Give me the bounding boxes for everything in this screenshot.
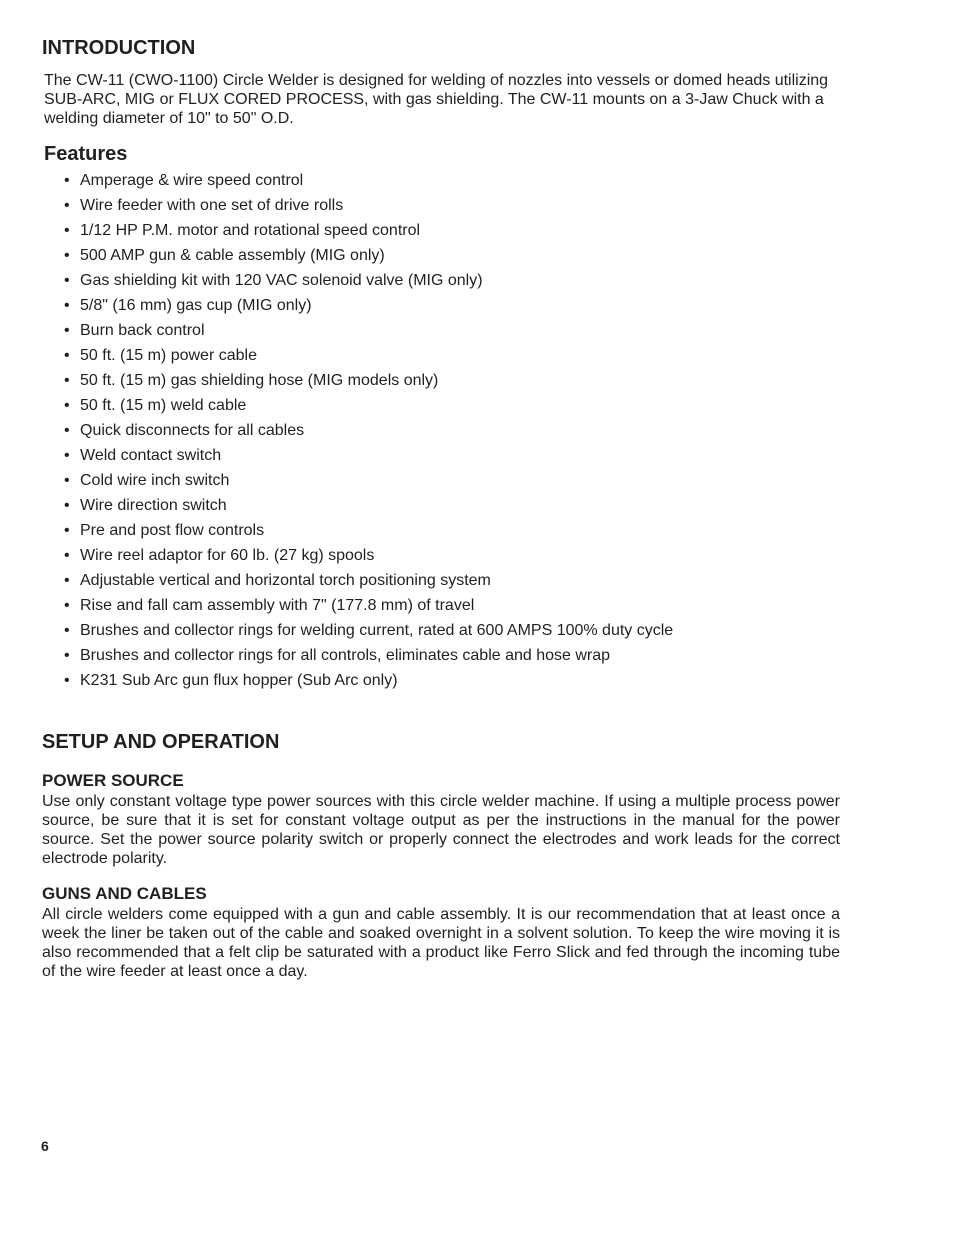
list-item (64, 471, 673, 496)
page-number: 6 (41, 1138, 49, 1154)
list-item (64, 271, 673, 296)
list-item (64, 571, 673, 596)
bullet-icon: • (64, 522, 70, 539)
bullet-icon: • (64, 397, 70, 414)
bullet-icon: • (64, 572, 70, 589)
feature-label: 5/8" (16 mm) gas cup (MIG only) (80, 297, 312, 314)
bullet-icon: • (64, 672, 70, 689)
feature-label: Quick disconnects for all cables (80, 422, 305, 439)
bullet-icon: • (64, 422, 70, 439)
list-item (64, 546, 673, 571)
feature-label: Wire feeder with one set of drive rolls (80, 197, 344, 214)
bullet-icon: • (64, 297, 70, 314)
list-item (64, 246, 673, 271)
bullet-icon: • (64, 372, 70, 389)
list-item (64, 221, 673, 246)
list-item (64, 446, 673, 471)
bullet-icon: • (64, 222, 70, 239)
bullet-icon: • (64, 172, 70, 189)
list-item (64, 396, 673, 421)
list-item (64, 496, 673, 521)
list-item (64, 521, 673, 546)
feature-label: 500 AMP gun & cable assembly (MIG only) (80, 247, 385, 264)
feature-label: Rise and fall cam assembly with 7" (177.8 mm) of travel (80, 597, 475, 614)
bullet-icon: • (64, 347, 70, 364)
feature-label: Amperage & wire speed control (80, 172, 304, 189)
bullet-icon: • (64, 622, 70, 639)
feature-label: K231 Sub Arc gun flux hopper (Sub Arc only) (80, 672, 398, 689)
feature-label: Burn back control (80, 322, 205, 339)
introduction-paragraph: The CW-11 (CWO-1100) Circle Welder is designed for welding of nozzles into vessels or domed heads utilizing SUB-ARC, MIG or FLUX CORED PROCESS, with gas shielding. The CW-11 mounts on a 3-Jaw Chuck with a welding diameter of 10" to 50" O.D. (44, 72, 829, 127)
list-item (64, 321, 673, 346)
feature-label: Brushes and collector rings for welding current, rated at 600 AMPS 100% duty cycle (80, 622, 674, 639)
introduction-heading: INTRODUCTION (42, 37, 196, 59)
feature-label: Adjustable vertical and horizontal torch positioning system (80, 572, 491, 589)
feature-label: Weld contact switch (80, 447, 222, 464)
feature-label: 50 ft. (15 m) gas shielding hose (MIG models only) (80, 372, 439, 389)
feature-label: Pre and post flow controls (80, 522, 265, 539)
list-item (64, 421, 673, 446)
power-source-paragraph: Use only constant voltage type power sources with this circle welder machine. If using a multiple process power source, be sure that it is set for constant voltage output as per the instructions in the manual for the power source. Set the power source polarity switch or properly connect the electrodes and work leads for the correct electrode polarity. (42, 793, 840, 867)
list-item (64, 171, 673, 196)
feature-label: Brushes and collector rings for all controls, eliminates cable and hose wrap (80, 647, 611, 664)
feature-label: 1/12 HP P.M. motor and rotational speed control (80, 222, 421, 239)
guns-and-cables-heading: GUNS AND CABLES (42, 884, 207, 903)
features-list (64, 171, 673, 696)
feature-label: Gas shielding kit with 120 VAC solenoid valve (MIG only) (80, 272, 483, 289)
bullet-icon: • (64, 597, 70, 614)
guns-and-cables-paragraph: All circle welders come equipped with a gun and cable assembly. It is our recommendation that at least once a week the liner be taken out of the cable and soaked overnight in a solvent solution. To keep the wire moving it is also recommended that a felt clip be saturated with a product like Ferro Slick and fed through the incoming tube of the wire feeder at least once a day. (42, 906, 840, 980)
feature-label: Cold wire inch switch (80, 472, 230, 489)
bullet-icon: • (64, 272, 70, 289)
feature-label: 50 ft. (15 m) weld cable (80, 397, 247, 414)
bullet-icon: • (64, 197, 70, 214)
feature-label: Wire reel adaptor for 60 lb. (27 kg) spools (80, 547, 375, 564)
bullet-icon: • (64, 247, 70, 264)
bullet-icon: • (64, 497, 70, 514)
setup-heading: SETUP AND OPERATION (42, 731, 280, 753)
list-item (64, 671, 673, 696)
bullet-icon: • (64, 472, 70, 489)
bullet-icon: • (64, 322, 70, 339)
list-item (64, 196, 673, 221)
features-heading: Features (44, 143, 128, 165)
list-item (64, 596, 673, 621)
bullet-icon: • (64, 447, 70, 464)
list-item (64, 346, 673, 371)
list-item (64, 371, 673, 396)
bullet-icon: • (64, 547, 70, 564)
feature-label: 50 ft. (15 m) power cable (80, 347, 257, 364)
list-item (64, 621, 673, 646)
bullet-icon: • (64, 647, 70, 664)
feature-label: Wire direction switch (80, 497, 227, 514)
list-item (64, 296, 673, 321)
list-item (64, 646, 673, 671)
power-source-heading: POWER SOURCE (42, 771, 184, 790)
